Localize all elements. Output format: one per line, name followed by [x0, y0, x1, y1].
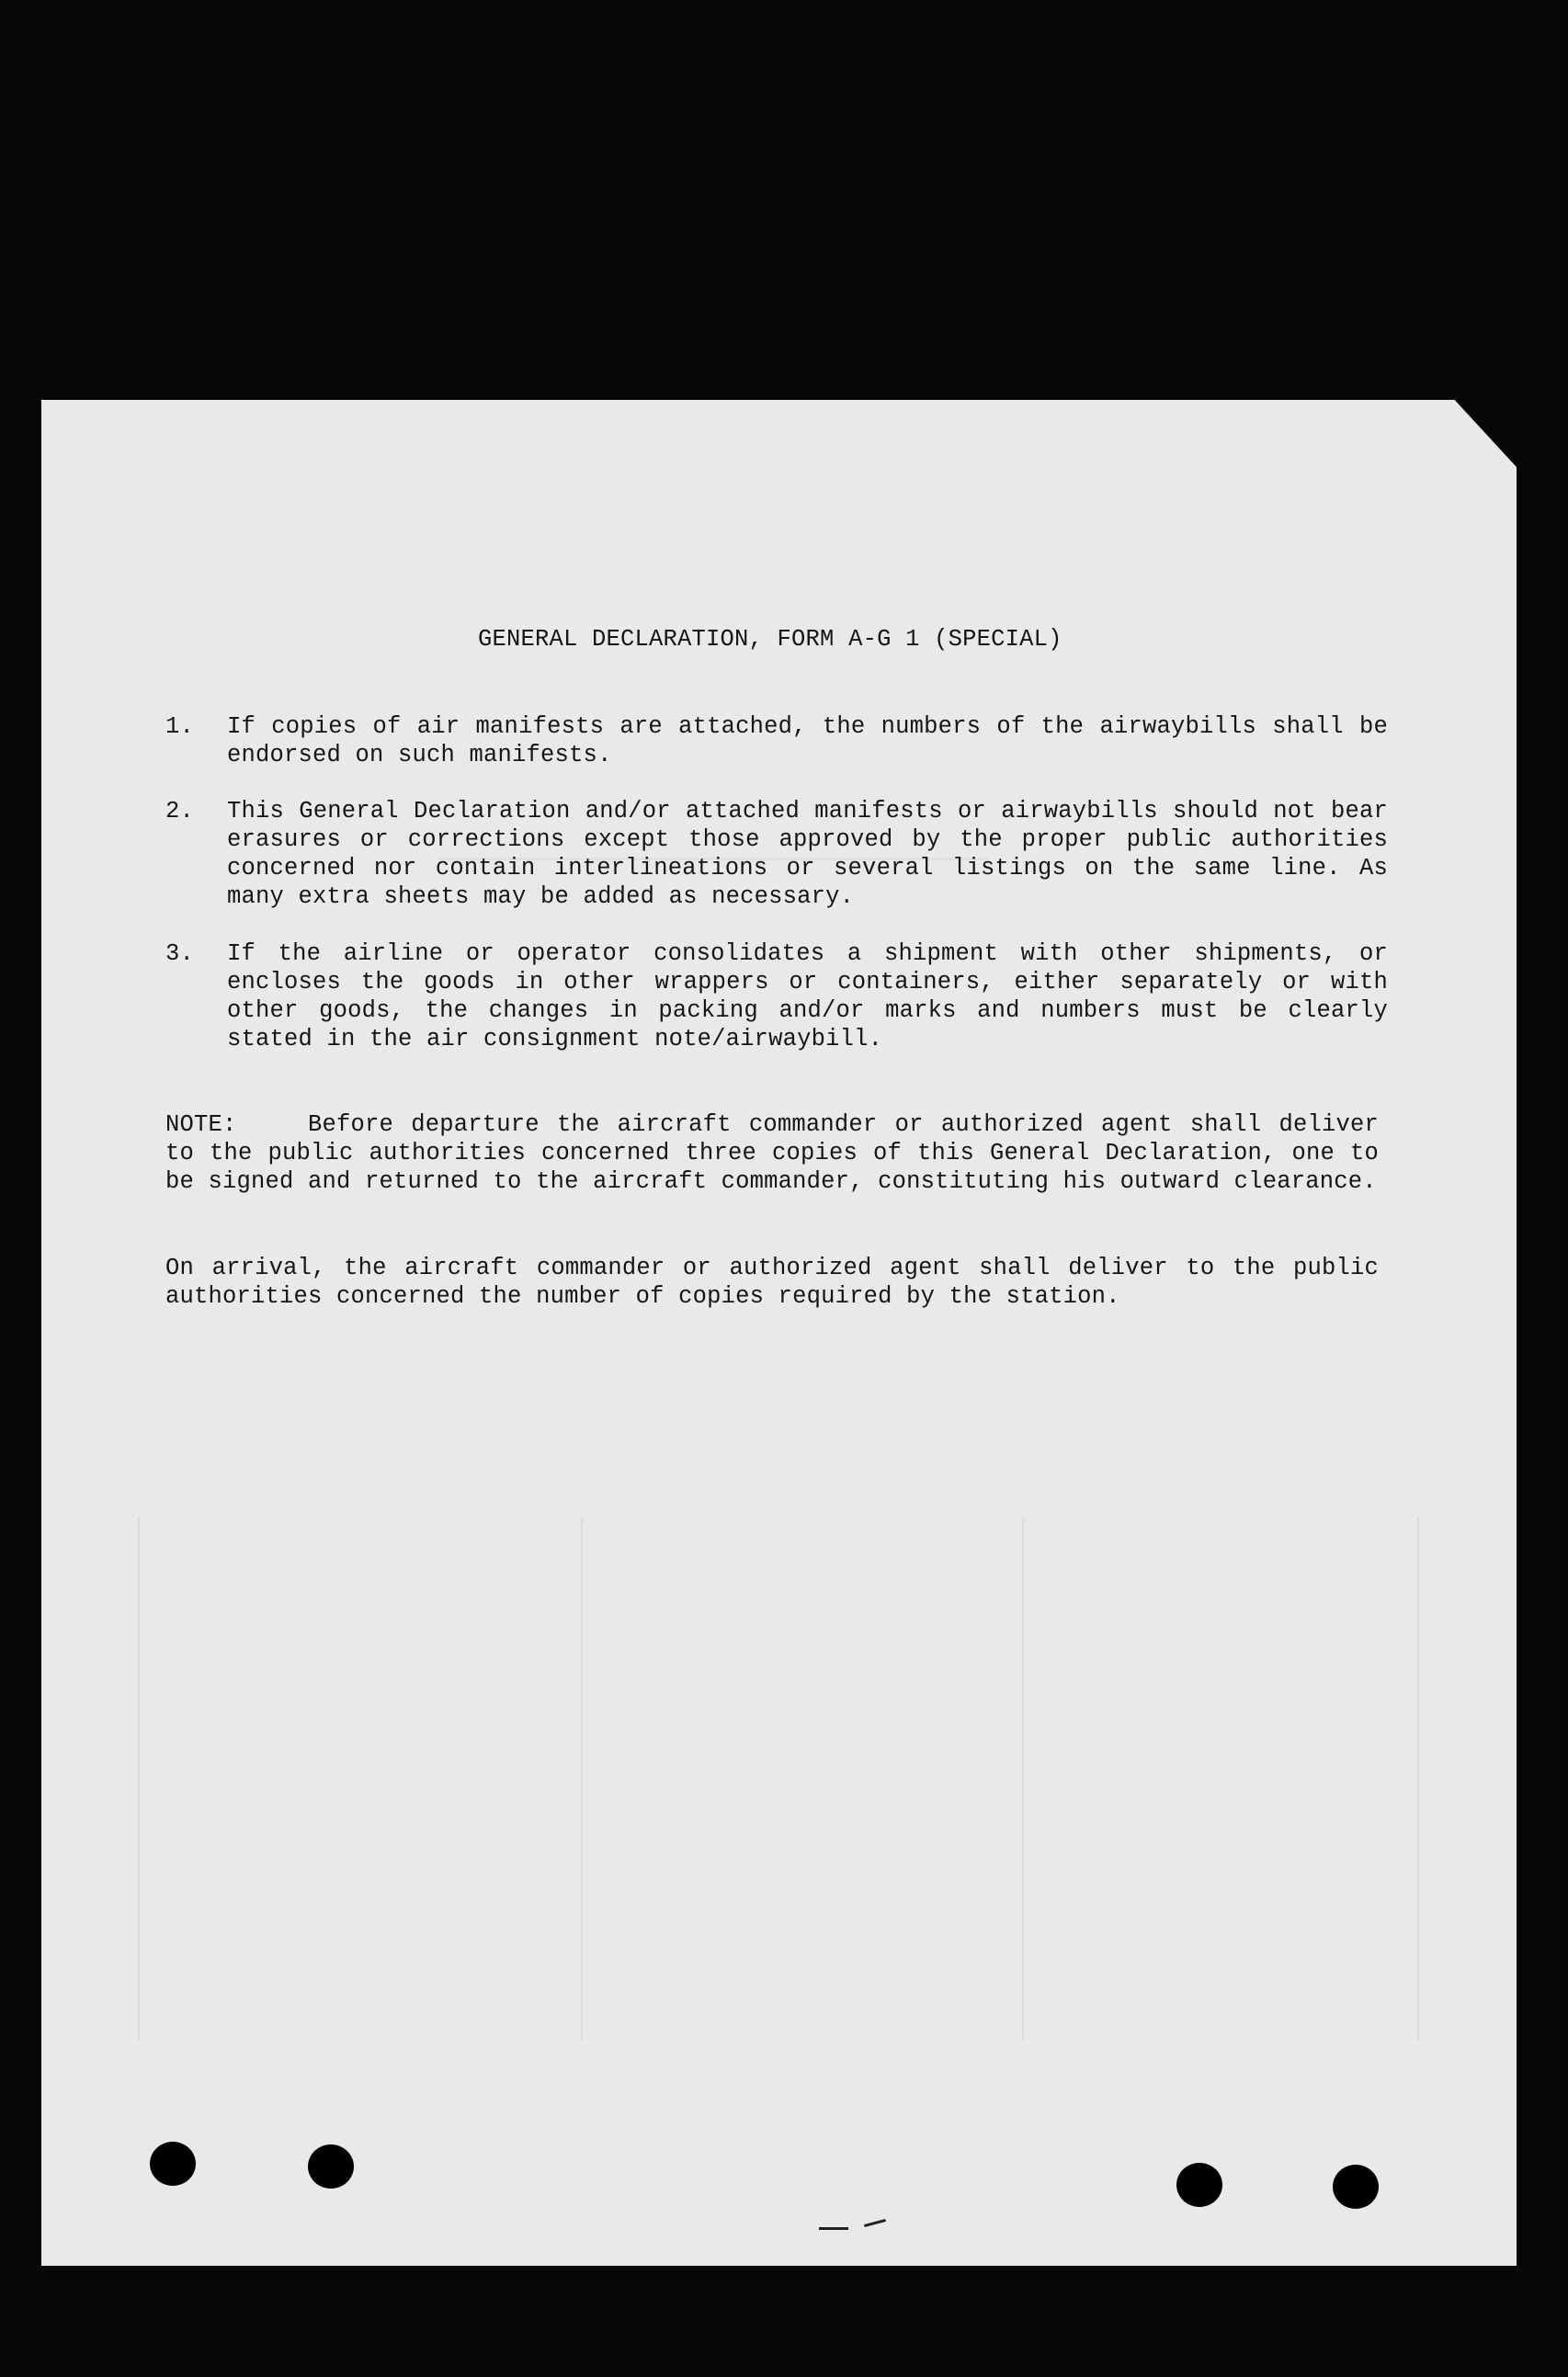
- note-label: NOTE:: [165, 1111, 237, 1138]
- note-paragraph: [165, 1110, 1379, 1196]
- punch-hole: [1333, 2165, 1379, 2209]
- item-number: 1.: [165, 713, 195, 740]
- ink-mark: [864, 2219, 886, 2227]
- punch-hole: [1176, 2163, 1222, 2207]
- item-number: 3.: [165, 940, 195, 967]
- item-text: If the airline or operator consolidates a shipment with other shipments, or encloses the goods in other wrappers or containers, either separately or with other goods, the changes in packing and/or marks and numbers must be clearly stated in the air consignment note/airwaybill.: [227, 940, 1388, 1052]
- item-text: This General Declaration and/or attached manifests or airwaybills should not bear erasures or corrections except those approved by the proper public authorities concerned nor contain interlineations or several listings on the same line. As many extra sheets may be added as necessary.: [227, 798, 1388, 910]
- note-text: Before departure the aircraft commander or authorized agent shall deliver to the public authorities concerned three copies of this General Declaration, one to be signed and returned to the aircraft commander, constituting his outward clearance.: [165, 1111, 1379, 1195]
- punch-hole: [150, 2142, 196, 2186]
- document-sheet: [41, 400, 1517, 2266]
- arrival-paragraph: On arrival, the aircraft commander or authorized agent shall deliver to the public authorities concerned the number of copies required by the station.: [165, 1255, 1379, 1310]
- ink-mark: [819, 2227, 848, 2230]
- bleed-through-rule: [581, 1517, 583, 2041]
- document-title: GENERAL DECLARATION, FORM A-G 1 (SPECIAL): [478, 626, 1062, 653]
- item-number: 2.: [165, 798, 195, 825]
- punch-hole: [308, 2144, 354, 2189]
- bleed-through-rule: [1022, 1517, 1024, 2041]
- bleed-through-table: [138, 1517, 1419, 2041]
- item-text: If copies of air manifests are attached, the numbers of the airwaybills shall be endorsed on such manifests.: [227, 713, 1388, 768]
